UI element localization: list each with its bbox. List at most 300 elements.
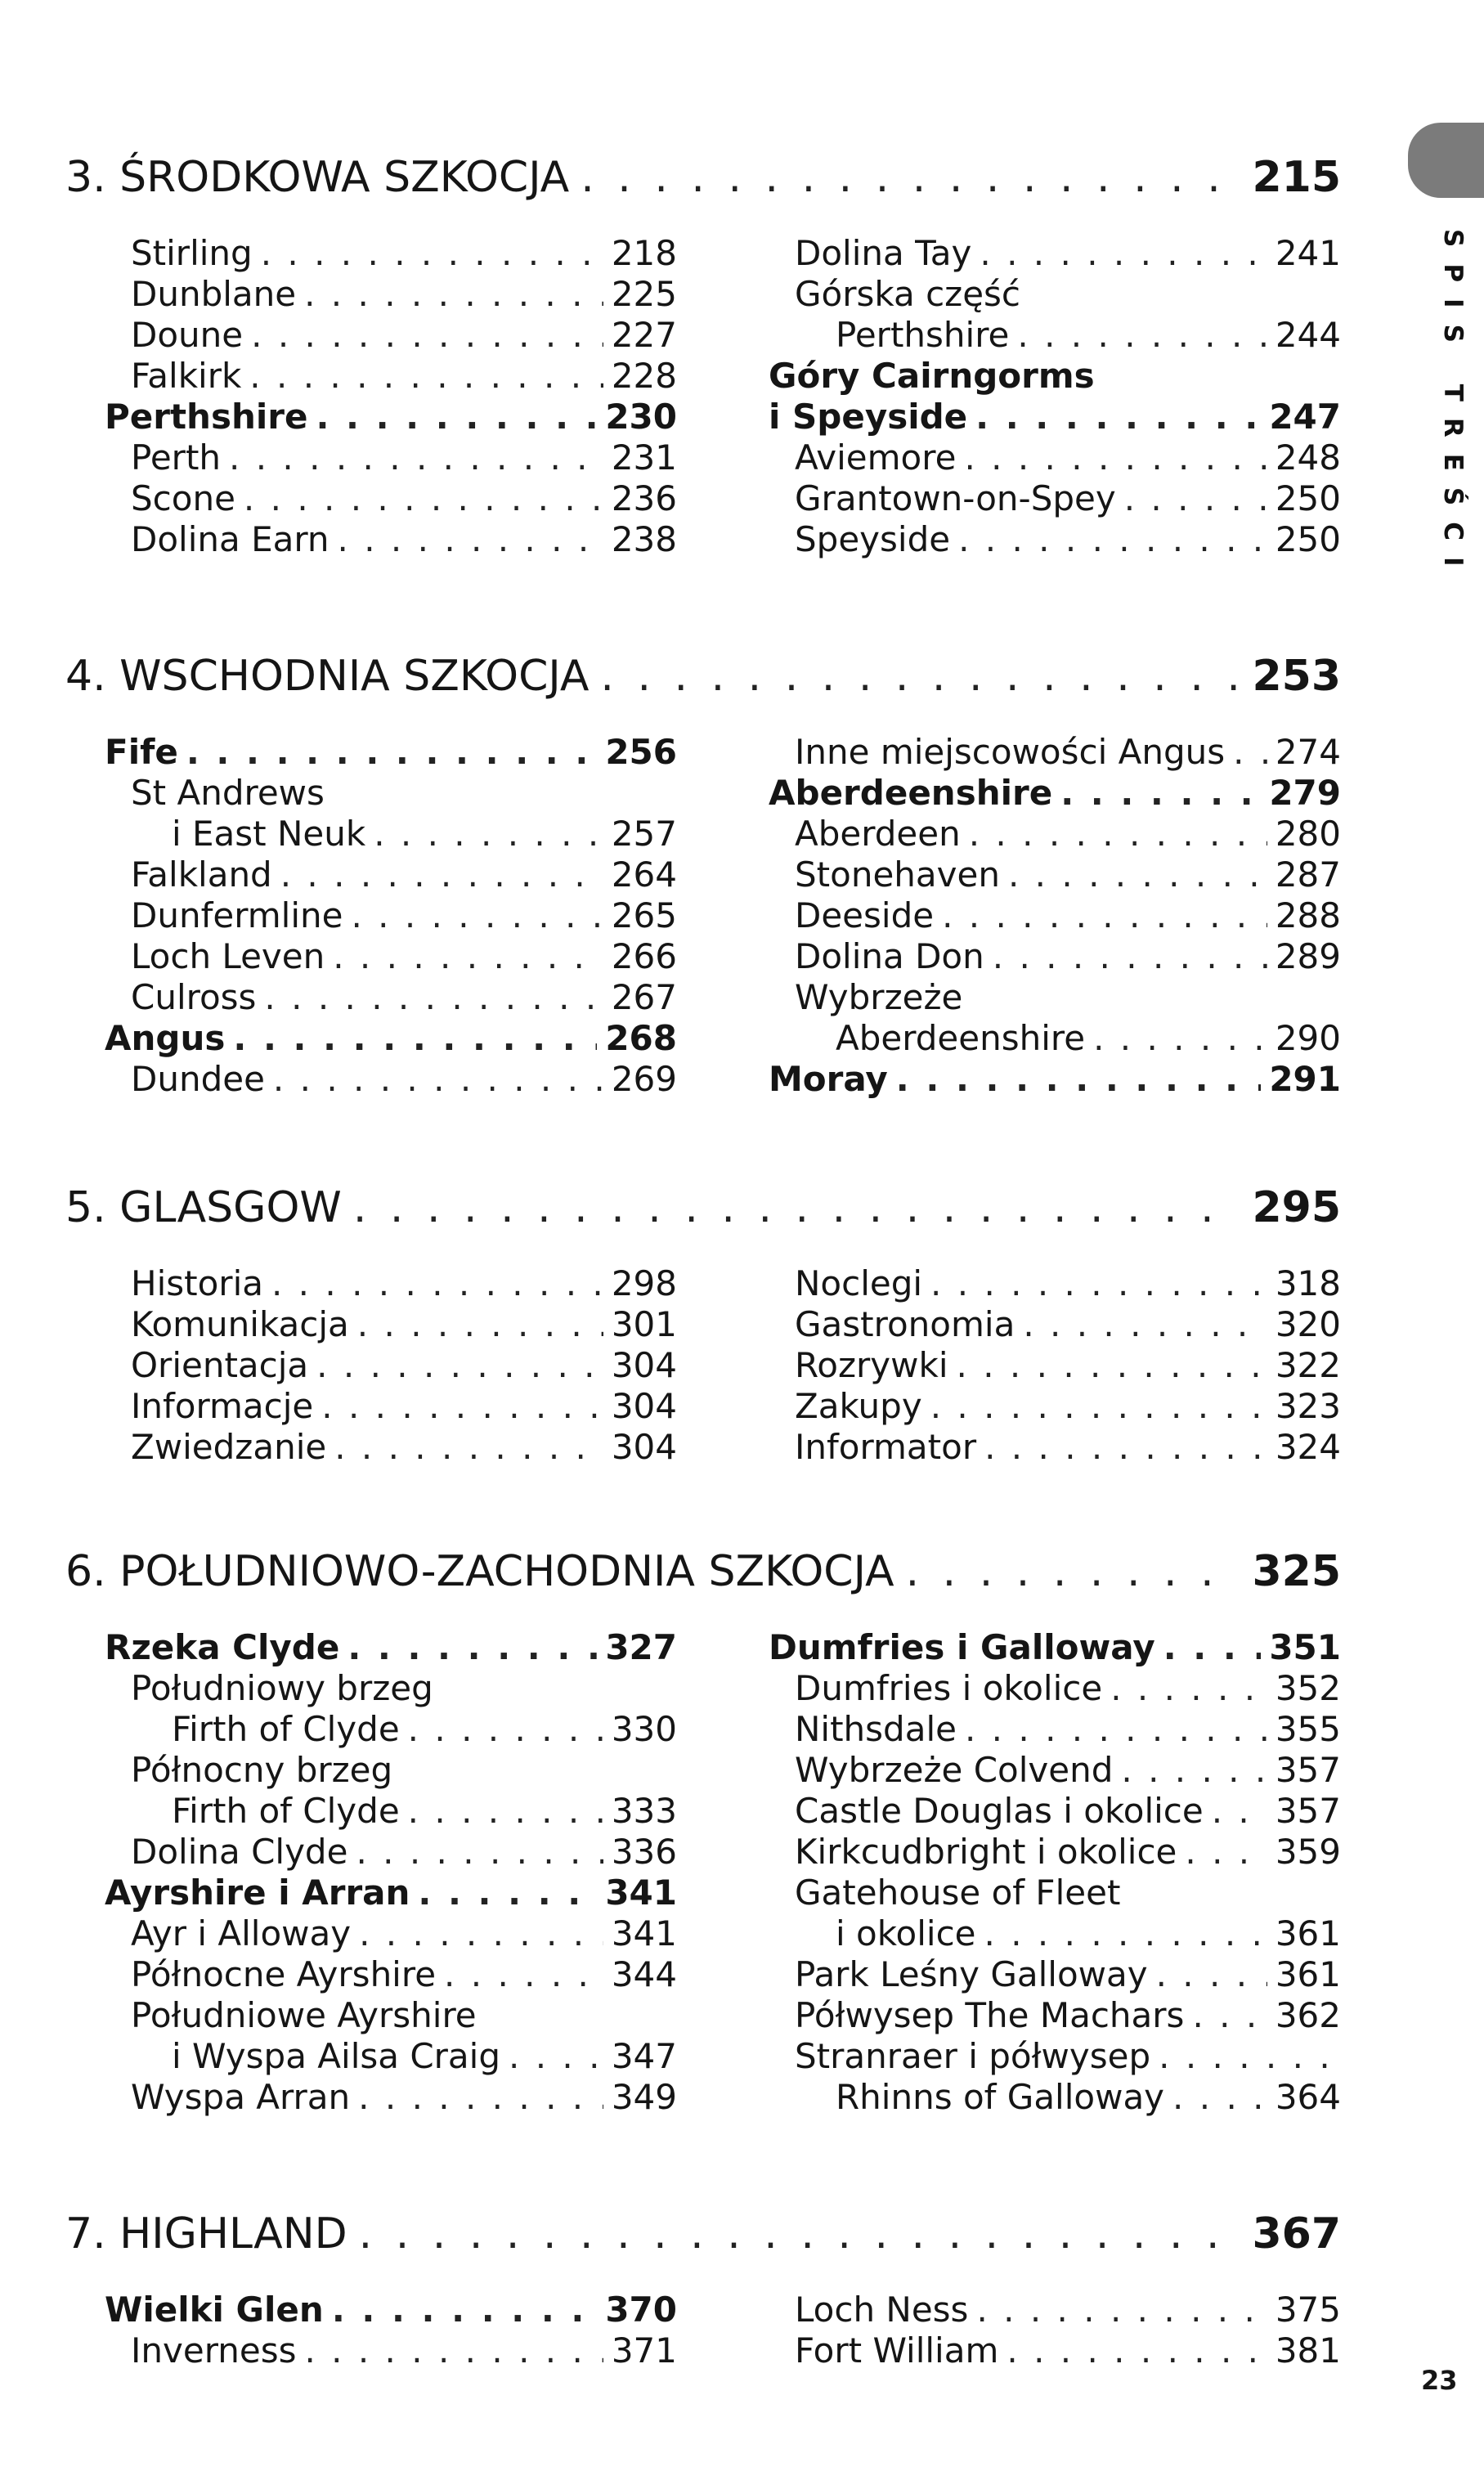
entry-label: Doune: [131, 315, 244, 355]
entry-label: Fife: [105, 732, 178, 772]
entry-page: 375: [1275, 2290, 1341, 2330]
entry-label: Fort William: [795, 2330, 999, 2371]
leader-dots: [347, 1627, 597, 1668]
leader-dots: [1172, 2077, 1267, 2118]
section-title: 7. HIGHLAND: [65, 2209, 347, 2258]
entry-page: 288: [1275, 895, 1341, 935]
entry-label: Dumfries i okolice: [795, 1668, 1103, 1708]
toc-column-left: [105, 2290, 677, 2371]
toc-columns: [65, 2290, 1341, 2371]
leader-dots: [261, 233, 603, 274]
entry-label: Perthshire: [836, 315, 1010, 355]
leader-dots: [965, 1709, 1267, 1750]
entry-page: 371: [611, 2330, 677, 2371]
leader-dots: [969, 814, 1267, 854]
entry-page: 264: [611, 854, 677, 895]
leader-dots: [359, 2208, 1241, 2260]
leader-dots: [271, 1263, 603, 1304]
entry-label: Aberdeenshire: [769, 773, 1053, 813]
leader-dots: [581, 151, 1240, 204]
entry-page: 279: [1269, 773, 1341, 813]
entry-page: 355: [1275, 1709, 1341, 1749]
entry-page: 324: [1275, 1427, 1341, 1467]
entry-label: Góry Cairngorms: [769, 356, 1095, 396]
entry-page: 347: [611, 2036, 677, 2076]
toc-entry[interactable]: [769, 2077, 1341, 2118]
leader-dots: [980, 233, 1267, 274]
section-page: 253: [1252, 652, 1341, 701]
entry-label: Gastronomia: [795, 1304, 1015, 1344]
leader-dots: [351, 895, 603, 936]
leader-dots: [229, 437, 603, 478]
entry-label: Dolina Don: [795, 936, 984, 976]
toc-column-right: [769, 1627, 1341, 2118]
section-title: 6. POŁUDNIOWO-ZACHODNIA SZKOCJA: [65, 1547, 894, 1596]
toc-columns: [65, 1627, 1341, 2118]
leader-dots: [358, 2077, 603, 2118]
leader-dots: [600, 650, 1240, 702]
toc-column-left: [105, 1627, 677, 2118]
entry-label: Dolina Earn: [131, 519, 330, 559]
toc-entry[interactable]: [769, 519, 1341, 560]
entry-page: 364: [1275, 2077, 1341, 2117]
entry-label: Informator: [795, 1427, 977, 1467]
entry-label: Moray: [769, 1059, 888, 1099]
leader-dots: [930, 1386, 1267, 1427]
toc-entry[interactable]: [769, 1345, 1341, 1386]
entry-page: 320: [1275, 1304, 1341, 1344]
entry-page: 304: [611, 1386, 677, 1426]
leader-dots: [280, 854, 603, 895]
leader-dots: [304, 2330, 603, 2371]
toc-entry[interactable]: [105, 2036, 677, 2077]
entry-label: Nithsdale: [795, 1709, 957, 1749]
entry-label: Inne miejscowości Angus: [795, 732, 1226, 772]
entry-page: 244: [1275, 315, 1341, 355]
leader-dots: [273, 1059, 603, 1100]
toc-entry[interactable]: [105, 1709, 677, 1750]
entry-label: Dundee: [131, 1059, 265, 1099]
entry-page: 351: [1269, 1627, 1341, 1667]
entry-page: 330: [611, 1709, 677, 1749]
toc-entry[interactable]: [105, 315, 677, 356]
toc-entry[interactable]: [105, 1954, 677, 1995]
leader-dots: [316, 397, 597, 437]
entry-page: 381: [1275, 2330, 1341, 2371]
entry-page: 361: [1275, 1913, 1341, 1953]
leader-dots: [244, 478, 603, 519]
leader-dots: [357, 1304, 603, 1345]
entry-label: Półwysep The Machars: [795, 1995, 1185, 2035]
leader-dots: [374, 814, 603, 854]
toc-entry[interactable]: [105, 1627, 677, 1668]
entry-page: 323: [1275, 1386, 1341, 1426]
toc-entry[interactable]: [769, 814, 1341, 854]
entry-page: 265: [611, 895, 677, 935]
entry-label: Stonehaven: [795, 854, 1000, 895]
entry-page: 266: [611, 936, 677, 976]
toc-entry[interactable]: [105, 1263, 677, 1304]
leader-dots: [1110, 1668, 1267, 1709]
entry-page: 290: [1275, 1018, 1341, 1058]
entry-label: Wielki Glen: [105, 2290, 324, 2330]
leader-dots: [251, 315, 603, 356]
toc-entry[interactable]: [105, 773, 677, 814]
toc-entry[interactable]: [769, 1913, 1341, 1954]
toc-entry[interactable]: [105, 1018, 677, 1059]
entry-label: Ayrshire i Arran: [105, 1873, 410, 1913]
leader-dots: [186, 732, 597, 773]
toc-column-right: [769, 732, 1341, 1100]
entry-label: Grantown-on-Spey: [795, 478, 1116, 518]
entry-page: 301: [611, 1304, 677, 1344]
leader-dots: [993, 936, 1267, 977]
section-page: 295: [1252, 1183, 1341, 1232]
toc-entry[interactable]: [105, 1427, 677, 1468]
entry-label: Gatehouse of Fleet: [795, 1873, 1121, 1913]
entry-page: 333: [611, 1791, 677, 1831]
entry-label: Historia: [131, 1263, 263, 1303]
entry-label: Aberdeen: [795, 814, 961, 854]
toc-entry[interactable]: [769, 2330, 1341, 2371]
toc-entry[interactable]: [105, 814, 677, 854]
toc-entry[interactable]: [769, 1304, 1341, 1345]
toc-entry[interactable]: [769, 2290, 1341, 2330]
leader-dots: [332, 2290, 598, 2330]
toc-entry[interactable]: [105, 1995, 677, 2036]
leader-dots: [333, 936, 603, 977]
leader-dots: [334, 1427, 603, 1468]
toc-entry[interactable]: [769, 1627, 1341, 1668]
toc-section: [65, 2208, 1341, 2371]
leader-dots: [1156, 1954, 1267, 1995]
toc-entry[interactable]: [105, 2077, 677, 2118]
entry-page: 250: [1275, 478, 1341, 518]
entry-page: 336: [611, 1832, 677, 1872]
toc-entry[interactable]: [105, 2330, 677, 2371]
toc-entry[interactable]: [105, 478, 677, 519]
toc-entry[interactable]: [105, 895, 677, 936]
entry-page: 327: [605, 1627, 677, 1667]
toc-entry[interactable]: [105, 274, 677, 315]
toc-entry[interactable]: [769, 1791, 1341, 1832]
leader-dots: [1023, 1304, 1267, 1345]
leader-dots: [418, 1873, 597, 1913]
toc-entry[interactable]: [105, 1304, 677, 1345]
entry-page: 227: [611, 315, 677, 355]
leader-dots: [1124, 478, 1267, 519]
section-title-row[interactable]: [65, 650, 1341, 702]
entry-label: Wybrzeże: [795, 977, 963, 1017]
leader-dots: [353, 1182, 1241, 1234]
entry-label: Orientacja: [131, 1345, 309, 1385]
entry-label: Angus: [105, 1018, 226, 1058]
toc-section: [65, 151, 1341, 560]
leader-dots: [1017, 315, 1267, 356]
entry-page: 250: [1275, 519, 1341, 559]
leader-dots: [1163, 1627, 1262, 1668]
leader-dots: [1192, 1995, 1267, 2036]
entry-label: Południowe Ayrshire: [131, 1995, 477, 2035]
toc-entry[interactable]: [769, 315, 1341, 356]
toc-entry[interactable]: [769, 437, 1341, 478]
toc-entry[interactable]: [769, 1386, 1341, 1427]
leader-dots: [1212, 1791, 1267, 1832]
toc-column-left: [105, 732, 677, 1100]
leader-dots: [356, 1832, 603, 1873]
leader-dots: [1007, 2330, 1267, 2371]
entry-page: 280: [1275, 814, 1341, 854]
entry-page: 298: [611, 1263, 677, 1303]
entry-label: Culross: [131, 977, 257, 1017]
leader-dots: [1233, 732, 1267, 773]
leader-dots: [1159, 2036, 1333, 2077]
toc-entry[interactable]: [769, 1832, 1341, 1873]
entry-page: 362: [1275, 1995, 1341, 2035]
toc-entry[interactable]: [769, 1750, 1341, 1791]
entry-page: 361: [1275, 1954, 1341, 1994]
entry-label: St Andrews: [131, 773, 325, 813]
toc-entry[interactable]: [769, 478, 1341, 519]
leader-dots: [1008, 854, 1267, 895]
entry-label: Scone: [131, 478, 235, 518]
toc-entry[interactable]: [769, 977, 1341, 1018]
leader-dots: [930, 1263, 1267, 1304]
toc-section: [65, 1545, 1341, 2118]
entry-label: Firth of Clyde: [172, 1709, 400, 1749]
toc-entry[interactable]: [769, 274, 1341, 315]
entry-label: Zakupy: [795, 1386, 922, 1426]
leader-dots: [509, 2036, 603, 2077]
entry-page: 341: [611, 1913, 677, 1953]
entry-page: 267: [611, 977, 677, 1017]
toc-entry[interactable]: [769, 936, 1341, 977]
leader-dots: [976, 2290, 1267, 2330]
leader-dots: [316, 1345, 603, 1386]
toc-entry[interactable]: [105, 233, 677, 274]
entry-page: 228: [611, 356, 677, 396]
toc-entry[interactable]: [105, 1059, 677, 1100]
entry-label: Loch Leven: [131, 936, 325, 976]
toc-entry[interactable]: [105, 519, 677, 560]
leader-dots: [896, 1059, 1262, 1100]
leader-dots: [964, 437, 1267, 478]
leader-dots: [249, 356, 603, 397]
entry-page: 291: [1269, 1059, 1341, 1099]
entry-label: Rhinns of Galloway: [836, 2077, 1165, 2117]
entry-label: Dolina Clyde: [131, 1832, 348, 1872]
entry-label: i Wyspa Ailsa Craig: [172, 2036, 500, 2076]
entry-label: Aviemore: [795, 437, 957, 478]
entry-page: 359: [1275, 1832, 1341, 1872]
entry-page: 357: [1275, 1791, 1341, 1831]
leader-dots: [1121, 1750, 1267, 1791]
entry-label: Rzeka Clyde: [105, 1627, 340, 1667]
entry-label: Park Leśny Galloway: [795, 1954, 1148, 1994]
entry-page: 274: [1275, 732, 1341, 772]
toc-entry[interactable]: [769, 1018, 1341, 1059]
entry-label: Deeside: [795, 895, 935, 935]
entry-page: 241: [1275, 233, 1341, 273]
toc-columns: [65, 1263, 1341, 1468]
entry-label: Noclegi: [795, 1263, 923, 1303]
toc-entry[interactable]: [769, 1709, 1341, 1750]
toc-column-left: [105, 1263, 677, 1468]
toc-entry[interactable]: [105, 1345, 677, 1386]
entry-label: Speyside: [795, 519, 951, 559]
toc-entry[interactable]: [105, 437, 677, 478]
toc-entry[interactable]: [105, 1832, 677, 1873]
toc-entry[interactable]: [769, 773, 1341, 814]
toc-entry[interactable]: [105, 1791, 677, 1832]
entry-label: Wybrzeże Colvend: [795, 1750, 1114, 1790]
entry-page: 268: [605, 1018, 677, 1058]
toc-entry[interactable]: [105, 1668, 677, 1709]
leader-dots: [1060, 773, 1261, 814]
toc-entry[interactable]: [769, 1995, 1341, 2036]
entry-label: Falkirk: [131, 356, 242, 396]
entry-label: Południowy brzeg: [131, 1668, 433, 1708]
toc-entry[interactable]: [105, 1750, 677, 1791]
entry-page: 238: [611, 519, 677, 559]
leader-dots: [942, 895, 1267, 936]
entry-label: Falkland: [131, 854, 272, 895]
toc-entry[interactable]: [769, 233, 1341, 274]
entry-label: Wyspa Arran: [131, 2077, 351, 2117]
entry-page: 304: [611, 1427, 677, 1467]
leader-dots: [304, 274, 603, 315]
side-label: SPIS TREŚCI: [1438, 229, 1468, 583]
entry-label: Dumfries i Galloway: [769, 1627, 1155, 1667]
entry-page: 370: [605, 2290, 677, 2330]
leader-dots: [984, 1427, 1267, 1468]
toc-entry[interactable]: [769, 854, 1341, 895]
page-number: 23: [1421, 2365, 1458, 2396]
entry-label: Stranraer i półwysep: [795, 2036, 1151, 2076]
entry-page: 344: [611, 1954, 677, 1994]
toc-entry[interactable]: [105, 1386, 677, 1427]
entry-page: 318: [1275, 1263, 1341, 1303]
section-title-row[interactable]: [65, 1545, 1341, 1598]
entry-label: Północny brzeg: [131, 1750, 393, 1790]
toc-entry[interactable]: [105, 2290, 677, 2330]
toc-entry[interactable]: [769, 1668, 1341, 1709]
toc-entry[interactable]: [769, 895, 1341, 936]
entry-page: 257: [611, 814, 677, 854]
section-title-row[interactable]: [65, 1182, 1341, 1234]
entry-label: Dunfermline: [131, 895, 343, 935]
entry-label: Stirling: [131, 233, 253, 273]
leader-dots: [444, 1954, 603, 1995]
entry-label: Dunblane: [131, 274, 297, 314]
entry-page: 349: [611, 2077, 677, 2117]
toc-entry[interactable]: [105, 977, 677, 1018]
toc-column-right: [769, 233, 1341, 560]
entry-page: 322: [1275, 1345, 1341, 1385]
leader-dots: [321, 1386, 603, 1427]
section-title: 3. ŚRODKOWA SZKOCJA: [65, 153, 570, 202]
toc-entry[interactable]: [105, 356, 677, 397]
section-page: 325: [1252, 1547, 1341, 1596]
entry-page: 269: [611, 1059, 677, 1099]
leader-dots: [1093, 1018, 1267, 1059]
toc-column-right: [769, 1263, 1341, 1468]
entry-page: 230: [605, 397, 677, 437]
toc-columns: [65, 732, 1341, 1100]
entry-page: 236: [611, 478, 677, 518]
entry-page: 218: [611, 233, 677, 273]
section-title-row[interactable]: [65, 151, 1341, 204]
entry-label: Firth of Clyde: [172, 1791, 400, 1831]
section-page: 367: [1252, 2209, 1341, 2258]
toc-columns: [65, 233, 1341, 560]
entry-page: 248: [1275, 437, 1341, 478]
toc-entry[interactable]: [769, 1873, 1341, 1913]
entry-label: Castle Douglas i okolice: [795, 1791, 1204, 1831]
toc-entry[interactable]: [105, 854, 677, 895]
section-title: 5. GLASGOW: [65, 1183, 342, 1232]
toc-entry[interactable]: [769, 1059, 1341, 1100]
entry-label: Inverness: [131, 2330, 297, 2371]
toc-entry[interactable]: [769, 356, 1341, 397]
entry-label: Aberdeenshire: [836, 1018, 1086, 1058]
toc-entry[interactable]: [769, 1427, 1341, 1468]
entry-label: Północne Ayrshire: [131, 1954, 437, 1994]
leader-dots: [359, 1913, 603, 1954]
entry-page: 231: [611, 437, 677, 478]
leader-dots: [906, 1545, 1241, 1598]
leader-dots: [408, 1791, 603, 1832]
toc-entry[interactable]: [769, 732, 1341, 773]
entry-page: 256: [605, 732, 677, 772]
leader-dots: [957, 1345, 1267, 1386]
section-title: 4. WSCHODNIA SZKOCJA: [65, 652, 590, 701]
toc-column-left: [105, 233, 677, 560]
entry-page: 225: [611, 274, 677, 314]
toc-entry[interactable]: [105, 936, 677, 977]
entry-label: Dolina Tay: [795, 233, 972, 273]
entry-label: Kirkcudbright i okolice: [795, 1832, 1177, 1872]
leader-dots: [958, 519, 1267, 560]
entry-label: i Speyside: [769, 397, 968, 437]
entry-label: Górska część: [795, 274, 1021, 314]
leader-dots: [338, 519, 603, 560]
entry-label: Ayr i Alloway: [131, 1913, 352, 1953]
toc-entry[interactable]: [105, 732, 677, 773]
entry-label: Zwiedzanie: [131, 1427, 327, 1467]
section-title-row[interactable]: [65, 2208, 1341, 2260]
entry-page: 247: [1269, 397, 1341, 437]
section-page: 215: [1252, 153, 1341, 202]
entry-label: i okolice: [836, 1913, 976, 1953]
toc-entry[interactable]: [769, 397, 1341, 437]
entry-page: 304: [611, 1345, 677, 1385]
toc-entry[interactable]: [105, 397, 677, 437]
leader-dots: [975, 397, 1261, 437]
entry-page: 341: [605, 1873, 677, 1913]
leader-dots: [984, 1913, 1267, 1954]
section-tab-marker: [1408, 123, 1484, 198]
leader-dots: [1185, 1832, 1267, 1873]
leader-dots: [264, 977, 603, 1018]
toc-entry[interactable]: [769, 1263, 1341, 1304]
toc-entry[interactable]: [769, 2036, 1341, 2077]
entry-page: 289: [1275, 936, 1341, 976]
toc-entry[interactable]: [105, 1913, 677, 1954]
toc-column-right: [769, 2290, 1341, 2371]
toc-entry[interactable]: [105, 1873, 677, 1913]
toc-entry[interactable]: [769, 1954, 1341, 1995]
